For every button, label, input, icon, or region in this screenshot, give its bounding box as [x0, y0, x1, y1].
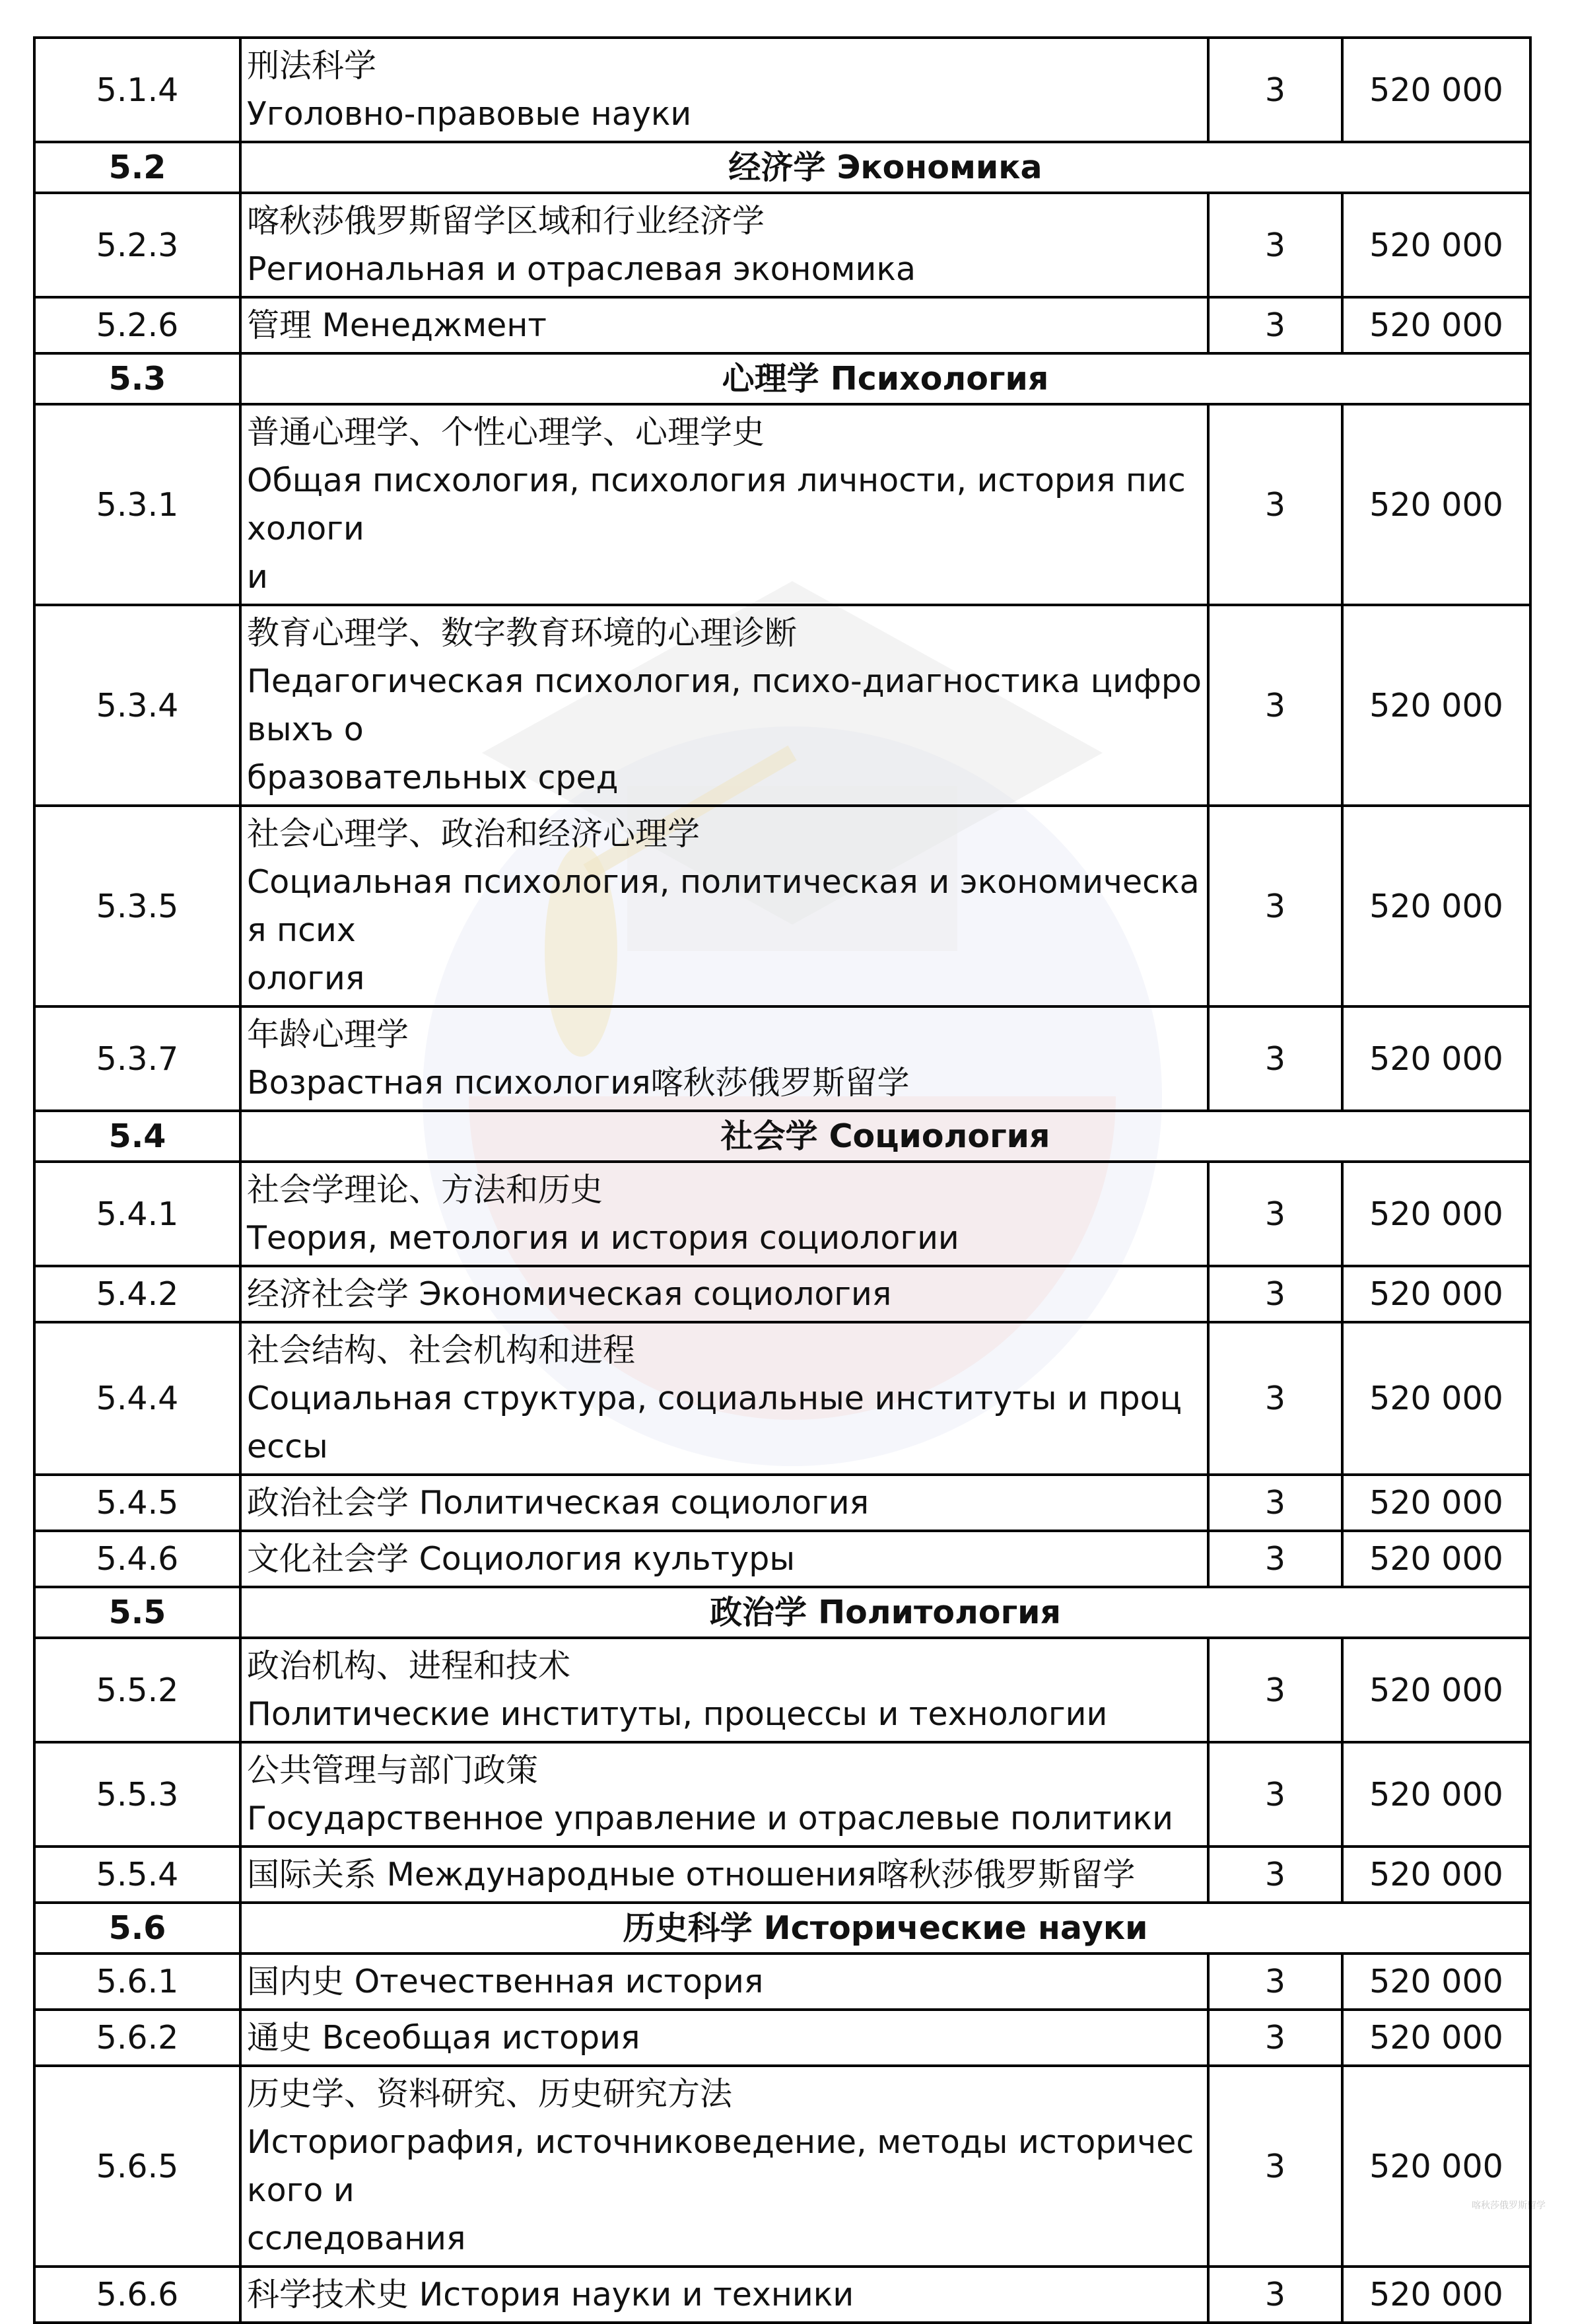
- program-name: [240, 404, 1208, 605]
- program-name: [240, 1475, 1208, 1531]
- program-name-line: Социальная структура, социальные институты и процессы: [247, 1380, 1182, 1465]
- study-years: 3: [1208, 1638, 1342, 1742]
- study-years: 3: [1208, 404, 1342, 605]
- section-title: 历史科学 Исторические науки: [240, 1903, 1530, 1954]
- table-row: [34, 404, 1530, 605]
- program-name: [240, 1742, 1208, 1847]
- study-years: 3: [1208, 1847, 1342, 1903]
- section-code: 5.5: [34, 1587, 240, 1638]
- tuition-price: 520 000: [1342, 1475, 1530, 1531]
- program-name: [240, 1847, 1208, 1903]
- program-name-line: Уголовно-правовые науки: [247, 95, 692, 133]
- program-code: 5.5.3: [34, 1742, 240, 1847]
- section-title: 社会学 Социология: [240, 1111, 1530, 1162]
- tuition-price: 520 000: [1342, 605, 1530, 806]
- section-code: 5.2: [34, 142, 240, 193]
- table-row: [34, 2066, 1530, 2267]
- section-title: 政治学 Политология: [240, 1587, 1530, 1638]
- program-name-line: Общая писхология, психология личности, история писхологи: [247, 462, 1186, 547]
- program-name: [240, 1638, 1208, 1742]
- study-years: 3: [1208, 1006, 1342, 1111]
- table-row: [34, 1638, 1530, 1742]
- program-name: [240, 1954, 1208, 2010]
- program-name-line: 历史学、资料研究、历史研究方法: [247, 2075, 733, 2113]
- table-row: [34, 1322, 1530, 1475]
- program-name: [240, 193, 1208, 297]
- table-row: [34, 38, 1530, 142]
- section-title: 经济学 Экономика: [240, 142, 1530, 193]
- program-code: 5.3.5: [34, 806, 240, 1006]
- tuition-price: 520 000: [1342, 193, 1530, 297]
- tuition-price: 520 000: [1342, 1006, 1530, 1111]
- section-code: 5.6: [34, 1903, 240, 1954]
- footer-watermark-text: 喀秋莎俄罗斯留学: [1472, 2201, 1546, 2211]
- section-title: 心理学 Психология: [240, 353, 1530, 404]
- program-code: 5.3.4: [34, 605, 240, 806]
- program-name-line: 年龄心理学: [247, 1016, 409, 1053]
- program-name-line: Возрастная психология喀秋莎俄罗斯留学: [247, 1064, 910, 1102]
- table-row: [34, 605, 1530, 806]
- program-code: 5.5.2: [34, 1638, 240, 1742]
- study-years: 3: [1208, 1954, 1342, 2010]
- tuition-price: 520 000: [1342, 806, 1530, 1006]
- tuition-price: 520 000: [1342, 1954, 1530, 2010]
- program-code: 5.4.6: [34, 1531, 240, 1587]
- study-years: 3: [1208, 1531, 1342, 1587]
- program-name-line: Политические институты, процессы и технологии: [247, 1695, 1108, 1733]
- tuition-price: 520 000: [1342, 1531, 1530, 1587]
- program-name-line: Социальная психология, политическая и экономическая псих: [247, 863, 1200, 949]
- table-row: [34, 1847, 1530, 1903]
- table-row: [34, 1006, 1530, 1111]
- section-code: 5.3: [34, 353, 240, 404]
- program-name-line: 经济社会学 Экономическая социология: [247, 1275, 892, 1313]
- table-row: [34, 2010, 1530, 2066]
- table-row: [34, 297, 1530, 353]
- study-years: 3: [1208, 1162, 1342, 1266]
- program-code: 5.1.4: [34, 38, 240, 142]
- program-code: 5.4.1: [34, 1162, 240, 1266]
- section-header-row: [34, 1587, 1530, 1638]
- study-years: 3: [1208, 193, 1342, 297]
- program-name-line: 政治社会学 Политическая социология: [247, 1484, 870, 1522]
- program-name-line: Педагогическая психология, психо-диагностика цифровыхъ о: [247, 662, 1202, 748]
- program-name-line: и: [247, 558, 268, 596]
- program-name-line: 社会心理学、政治和经济心理学: [247, 815, 701, 853]
- program-name-line: 管理 Менеджмент: [247, 306, 547, 344]
- table-row: [34, 1475, 1530, 1531]
- program-code: 5.2.6: [34, 297, 240, 353]
- program-code: 5.6.5: [34, 2066, 240, 2267]
- table-row: [34, 1266, 1530, 1322]
- program-code: 5.2.3: [34, 193, 240, 297]
- program-name-line: 教育心理学、数字教育环境的心理诊断: [247, 614, 798, 652]
- table-row: [34, 1162, 1530, 1266]
- study-years: 3: [1208, 297, 1342, 353]
- program-name-line: 普通心理学、个性心理学、心理学史: [247, 413, 765, 451]
- program-name-line: Государственное управление и отраслевые политики: [247, 1800, 1173, 1837]
- program-name-line: Историография, источниковедение, методы исторического и: [247, 2123, 1194, 2209]
- section-code: 5.4: [34, 1111, 240, 1162]
- tuition-price: 520 000: [1342, 2267, 1530, 2323]
- program-name-line: 国际关系 Международные отношения喀秋莎俄罗斯留学: [247, 1856, 1136, 1893]
- program-name-line: 国内史 Отечественная история: [247, 1963, 764, 2000]
- program-name-line: Теория, метология и история социологии: [247, 1219, 959, 1257]
- program-name-line: ология: [247, 960, 365, 997]
- tuition-price: 520 000: [1342, 1742, 1530, 1847]
- tuition-price: 520 000: [1342, 38, 1530, 142]
- study-years: 3: [1208, 38, 1342, 142]
- tuition-price: 520 000: [1342, 1162, 1530, 1266]
- program-name-line: сследования: [247, 2220, 466, 2257]
- program-name: [240, 38, 1208, 142]
- tuition-price: 520 000: [1342, 297, 1530, 353]
- study-years: 3: [1208, 1742, 1342, 1847]
- program-code: 5.3.1: [34, 404, 240, 605]
- program-name-line: 社会学理论、方法和历史: [247, 1171, 603, 1209]
- program-name-line: Региональная и отраслевая экономика: [247, 250, 916, 288]
- table-row: [34, 806, 1530, 1006]
- tuition-price: 520 000: [1342, 1322, 1530, 1475]
- section-header-row: [34, 1903, 1530, 1954]
- section-header-row: [34, 142, 1530, 193]
- program-name: [240, 1266, 1208, 1322]
- program-code: 5.6.6: [34, 2267, 240, 2323]
- tuition-price: 520 000: [1342, 404, 1530, 605]
- program-name-line: 刑法科学: [247, 47, 377, 85]
- tuition-price: 520 000: [1342, 1638, 1530, 1742]
- table-row: [34, 2267, 1530, 2323]
- study-years: 3: [1208, 1322, 1342, 1475]
- program-name-line: 喀秋莎俄罗斯留学区域和行业经济学: [247, 202, 765, 240]
- table-row: [34, 1531, 1530, 1587]
- program-name-line: 通史 Всеобщая история: [247, 2019, 640, 2057]
- section-header-row: [34, 1111, 1530, 1162]
- program-name: [240, 2010, 1208, 2066]
- programs-table: [33, 36, 1532, 2324]
- tuition-price: 520 000: [1342, 1847, 1530, 1903]
- program-name-line: 政治机构、进程和技术: [247, 1647, 571, 1685]
- study-years: 3: [1208, 2267, 1342, 2323]
- program-name: [240, 1322, 1208, 1475]
- table-row: [34, 1954, 1530, 2010]
- program-name: [240, 605, 1208, 806]
- table-row: [34, 193, 1530, 297]
- program-code: 5.6.2: [34, 2010, 240, 2066]
- study-years: 3: [1208, 1266, 1342, 1322]
- program-name: [240, 297, 1208, 353]
- program-name-line: бразовательных сред: [247, 759, 619, 796]
- study-years: 3: [1208, 806, 1342, 1006]
- section-header-row: [34, 353, 1530, 404]
- program-code: 5.5.4: [34, 1847, 240, 1903]
- program-code: 5.6.1: [34, 1954, 240, 2010]
- program-name: [240, 2066, 1208, 2267]
- program-name-line: 科学技术史 История науки и техники: [247, 2276, 854, 2313]
- tuition-price: 520 000: [1342, 2066, 1530, 2267]
- program-name: [240, 1531, 1208, 1587]
- program-name: [240, 1006, 1208, 1111]
- program-code: 5.3.7: [34, 1006, 240, 1111]
- table-row: [34, 1742, 1530, 1847]
- study-years: 3: [1208, 2010, 1342, 2066]
- tuition-price: 520 000: [1342, 1266, 1530, 1322]
- study-years: 3: [1208, 2066, 1342, 2267]
- program-name: [240, 806, 1208, 1006]
- program-name-line: 公共管理与部门政策: [247, 1751, 539, 1789]
- program-name-line: 社会结构、社会机构和进程: [247, 1331, 636, 1369]
- program-name: [240, 2267, 1208, 2323]
- program-name: [240, 1162, 1208, 1266]
- program-code: 5.4.4: [34, 1322, 240, 1475]
- tuition-price: 520 000: [1342, 2010, 1530, 2066]
- study-years: 3: [1208, 1475, 1342, 1531]
- study-years: 3: [1208, 605, 1342, 806]
- program-name-line: 文化社会学 Социология культуры: [247, 1540, 796, 1578]
- program-code: 5.4.5: [34, 1475, 240, 1531]
- program-code: 5.4.2: [34, 1266, 240, 1322]
